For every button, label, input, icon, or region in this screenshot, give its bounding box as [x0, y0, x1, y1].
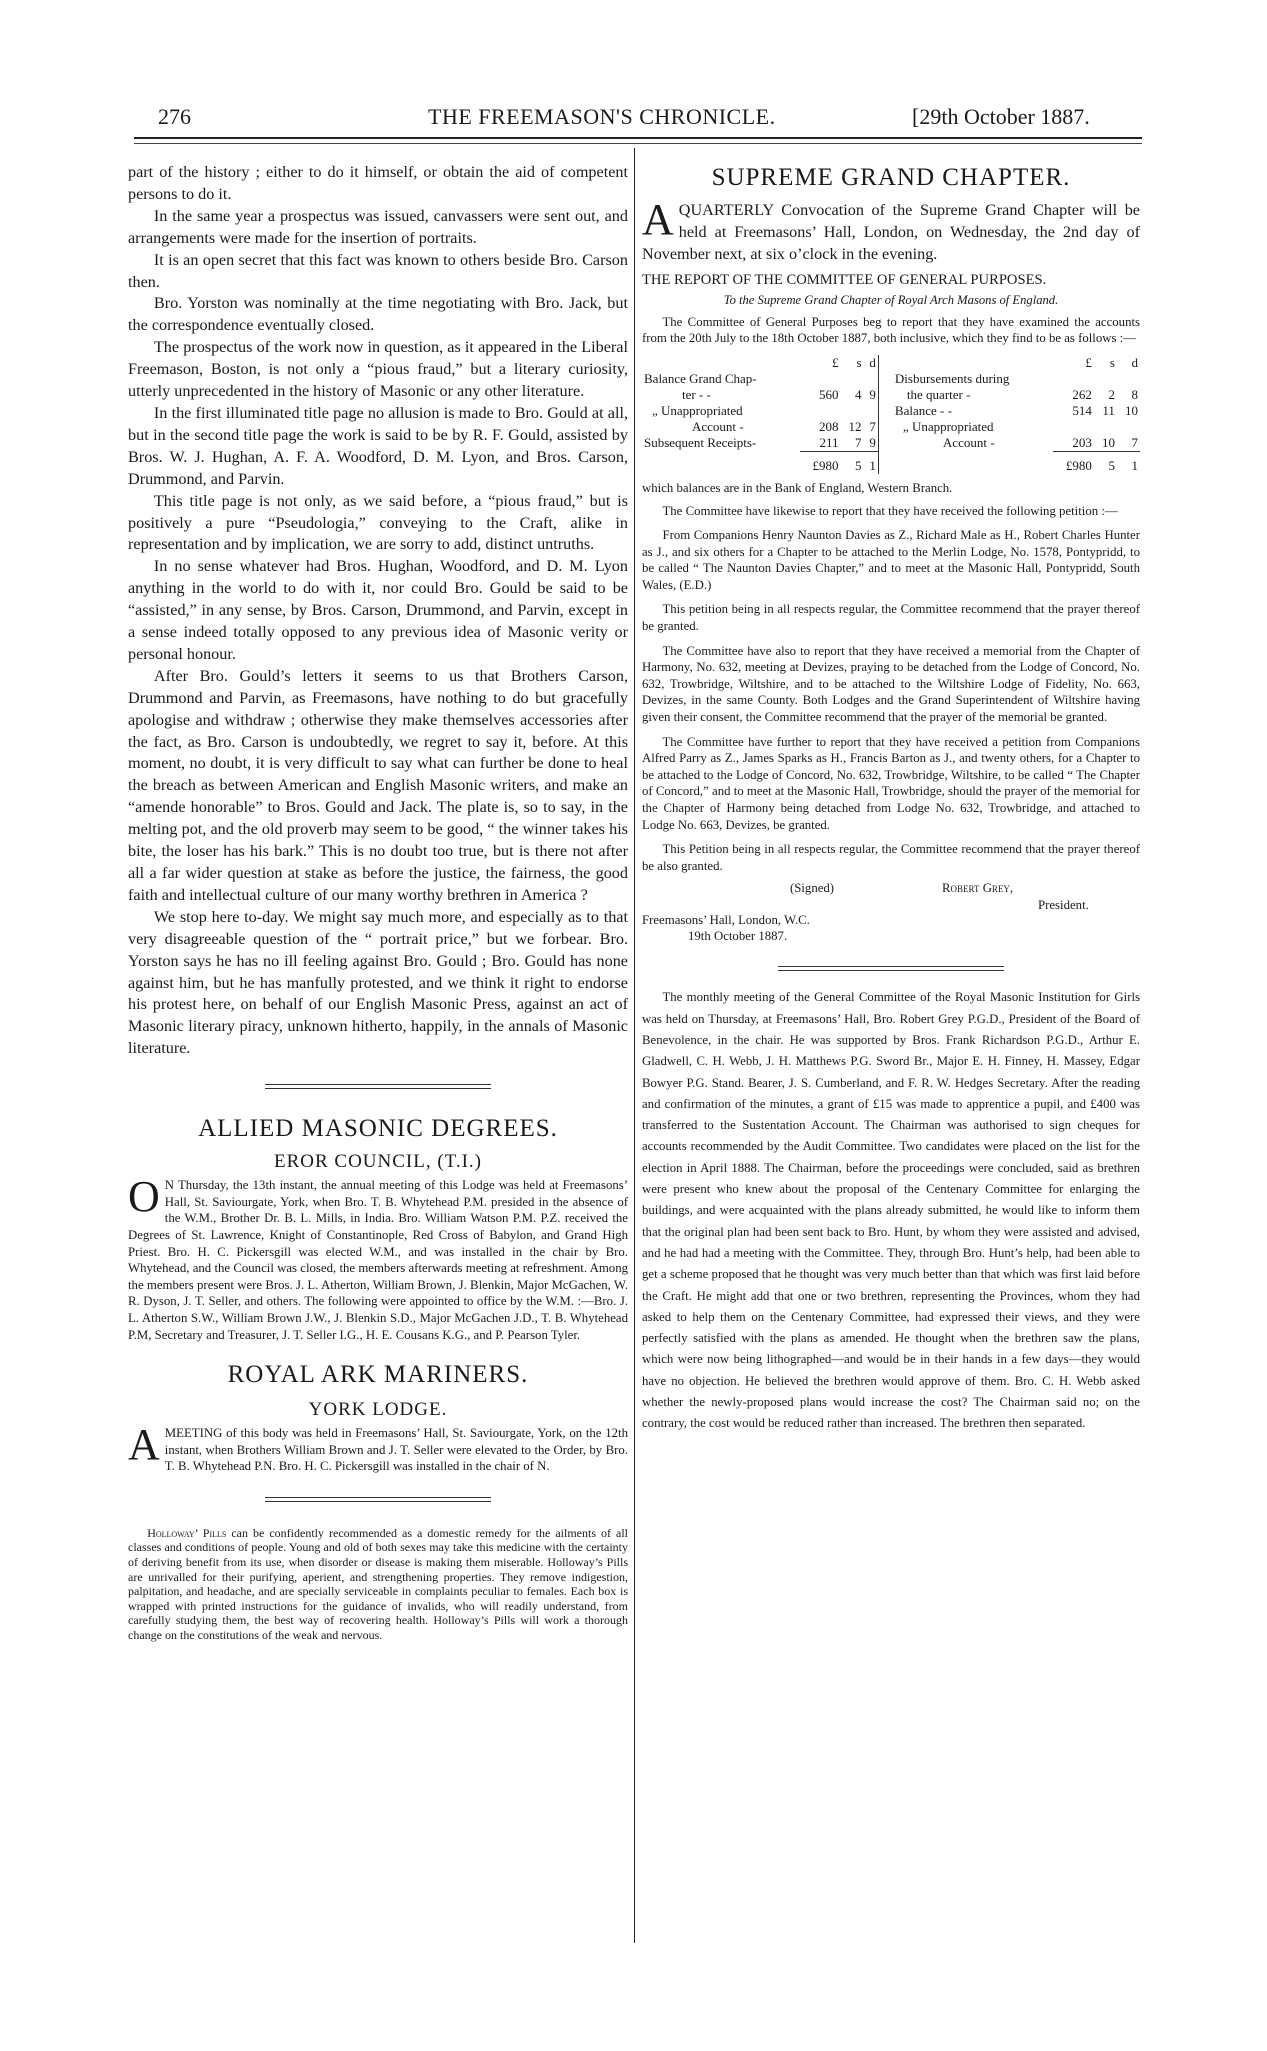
paragraph: part of the history ; either to do it himself, or obtain the aid of competent persons to do it. — [128, 163, 628, 203]
paragraph: This Petition being in all respects regular, the Committee recommend that the prayer thereof be also granted. — [642, 842, 1140, 873]
shillings-value: 7 — [855, 434, 862, 450]
header-rule — [134, 137, 1142, 144]
totals-row — [642, 451, 1140, 474]
issue-date: [29th October 1887. — [912, 104, 1090, 129]
section-divider — [265, 1084, 491, 1089]
pence-value: 9 — [869, 434, 876, 450]
drop-cap: A — [642, 195, 674, 244]
body-text: QUARTERLY Convocation of the Supreme Grand Chapter will be held at Freemasons’ Hall, London, on Wednesday, the 2nd day of November next, at six o’clock in the evening. — [642, 201, 1140, 263]
section-title: ROYAL ARK MARINERS. — [227, 1361, 529, 1389]
paragraph: The monthly meeting of the General Committee of the Royal Masonic Institution for Girls was held on Thursday, at Freemasons’ Hall, Bro. Robert Grey P.G.D., President of the Board of Benevolence, in the chair. He was supported by Bros. Frank Richardson P.G.D., Arthur E. Gladwell, C. H. Webb, J. H. Matthews P.G. Sword Br., Major E. H. Finney, H. Massey, Edgar Bowyer P.G. Stand. Bearer, J. S. Cumberland, and F. R. W. Hedges Secretary. After the reading and confirmation of the minutes, a grant of £15 was made to apprentice a pupil, and £400 was transferred to the Sustentation Account. The Chairman was authorised to sign cheques for accounts recommended by the Audit Committee. Two candidates were placed on the list for the election in April 1888. The Chairman, before the proceedings were concluded, said as brethren were present who knew about the proposal of the Centenary Committee for enlarging the buildings, and were acquainted with the plans already submitted, he would like to inform them that the original plan had been sent back to Bro. Hunt, by whom they were assisted and advised, and he had had a meeting with the Committee. They, through Bro. Hunt’s help, had been able to get a scheme proposed that he thought was very much better than that which was first laid before the Craft. He might add that one or two brethren, representing the Provinces, whom they had asked to help them on the Centenary Committee, had expressed their views, and they were perfectly satisfied with the plans as amended. He thought when the brethren saw the plans, which were now being lithographed—and would be in their hands in a few days—they would have no objection. He believed the brethren would approve of them. Bro. C. H. Webb asked whether the newly-proposed plans would increase the cost? The Chairman said no; on the contrary, the cost would be reduced rather than increased. The brethren then separated. — [642, 990, 1140, 1431]
signatory-title: President. — [1038, 898, 1089, 913]
table-row — [642, 435, 1140, 452]
right-column — [642, 162, 1140, 1435]
pence-value: 8 — [1131, 386, 1138, 402]
payment-label: „ Unappropriated — [902, 418, 994, 434]
payment-label: the quarter - — [906, 386, 971, 402]
shillings-value: 10 — [1101, 434, 1115, 450]
pence-value: 7 — [1131, 434, 1138, 450]
advert-text — [128, 1526, 628, 1643]
paragraph: The Committee have also to report that they have received a memorial from the Chapter of Harmony, No. 632, meeting at Devizes, praying to be detached from the Lodge of Concord, No. 632, Trowbridge, Wiltshire, and to be attached to the Wiltshire Lodge of Fidelity, No. 663, Devizes, in the same County. Both Lodges and the Grand Superintendent of Wiltshire having given their consent, the Committee recommend that the prayer of the memorial be granted. — [642, 643, 1140, 725]
paragraph: In the same year a prospectus was issued, canvassers were sent out, and arrangements were made for the insertion of portraits. — [128, 206, 628, 247]
receipt-label: Subsequent Receipts- — [644, 435, 757, 451]
paragraph: The prospectus of the work now in question, as it appeared in the Liberal Freemason, Boston, is not only a “pious fraud,” but a literary curiosity, utterly unprecedented in the history of Masonic or any other literature. — [128, 338, 628, 401]
total-shillings: 5 — [841, 451, 864, 474]
section-title: ALLIED MASONIC DEGREES. — [198, 1115, 558, 1143]
paragraph: It is an open secret that this fact was known to others beside Bro. Carson then. — [128, 250, 628, 291]
signature-block — [642, 880, 1140, 946]
table-row — [642, 387, 1140, 403]
table-row — [642, 403, 1140, 419]
paragraph: This petition being in all respects regular, the Committee recommend that the prayer thereof be granted. — [642, 602, 1140, 634]
advert-body: can be confidently recommended as a domestic remedy for the ailments of all classes and conditions of people. Young and old of both sexes may take this medicine with the certainty of deriving benefit from its use, when disorder or disease is making them miserable. Holloway’s Pills are unrivalled for their purifying, aperient, and strengthening properties. They remove indigestion, palpitation, and headache, and are specially serviceable in complaints peculiar to females. Each box is wrapped with printed instructions for the guidance of invalids, who will readily understand, from carefully studying them, the best way of recovering health. Holloway’s Pills will work a thorough change on the constitutions of the weak and nervous. — [128, 1525, 628, 1643]
receipt-label: Account - — [692, 418, 744, 434]
section-subtitle: YORK LODGE. — [308, 1399, 448, 1421]
paragraph: Bro. Yorston was nominally at the time negotiating with Bro. Jack, but the correspondence eventually closed. — [128, 294, 628, 335]
paragraph: From Companions Henry Naunton Davies as Z., Richard Male as H., Robert Charles Hunter as J., and six others for a Chapter to be attached to the Merlin Lodge, No. 1578, Pontypridd, to be called “ The Naunton Davies Chapter,” and to meet at the Masonic Hall, Pontypridd, South Wales, (E.D.) — [642, 528, 1140, 592]
section-title: SUPREME GRAND CHAPTER. — [711, 164, 1071, 191]
total-shillings: 5 — [1094, 451, 1117, 474]
convocation-notice — [642, 195, 1140, 266]
section-divider — [778, 966, 1004, 971]
total-pence: 1 — [864, 451, 879, 474]
pence-value: 9 — [869, 386, 876, 402]
paragraph: This title page is not only, as we said before, a “pious fraud,” but is positively a pure “Pseudologia,” conveying to the Craft, alike in representation and by implication, we are sorry to add, distinct untruths. — [128, 491, 628, 554]
royal-ark-mariners-section — [128, 1361, 628, 1475]
payment-label: Account - — [942, 435, 995, 451]
signature-date: 19th October 1887. — [688, 929, 788, 944]
total-pounds: £980 — [800, 451, 841, 474]
col-header-pounds: £ — [1085, 354, 1092, 370]
col-header-pence: d — [869, 354, 876, 370]
col-header-pence: d — [1131, 354, 1138, 370]
section-subtitle: EROR COUNCIL, (T.I.) — [273, 1151, 483, 1173]
total-pence: 1 — [1117, 451, 1140, 474]
payment-label: Disbursements during — [894, 370, 1010, 386]
shillings-value: 11 — [1102, 402, 1115, 418]
girls-institution-article — [642, 987, 1140, 1434]
signatory-name: Robert Grey, — [942, 881, 1014, 896]
column-rule — [634, 148, 635, 1943]
shillings-value: 2 — [1108, 386, 1115, 402]
report-addressee: To the Supreme Grand Chapter of Royal Arch Masons of England. — [723, 292, 1059, 307]
accounts-table — [642, 355, 1140, 474]
paragraph: We stop here to-day. We might say much more, and especially as to that very disagreeable question of the “ portrait price,” but we forbear. Bro. Yorston says he has no ill feeling against Bro. Gould ; Bro. Gould has none against him, but he has manfully protested, and we think it right to endorse his protest here, on behalf of our English Masonic Press, against an act of Masonic literary piracy, unknown hitherto, happily, in the annals of Masonic literature. — [128, 907, 628, 1058]
paragraph: which balances are in the Bank of England, Western Branch. — [642, 480, 953, 495]
shillings-value: 12 — [848, 418, 862, 434]
report-title: THE REPORT OF THE COMMITTEE OF GENERAL PURPOSES. — [642, 271, 1047, 288]
pence-value: 10 — [1125, 402, 1138, 418]
pounds-value: 208 — [819, 418, 839, 434]
receipt-label: ter - - — [682, 386, 711, 402]
signed-label: (Signed) — [790, 881, 835, 896]
section-divider — [265, 1497, 491, 1502]
table-row — [642, 419, 1140, 435]
shillings-value: 4 — [855, 386, 862, 402]
paragraph — [128, 1172, 628, 1343]
body-text: N Thursday, the 13th instant, the annual meeting of this Lodge was held at Freemasons’ Hall, St. Saviourgate, York, when Bro. T. B. Whytehead P.M. presided in the absence of the W.M., Brother Dr. B. L. Mills, in India. Bro. William Watson P.M. P.Z. received the Degrees of St. Lawrence, Knight of Constantinople, Red Cross of Babylon, and Grand High Priest. Bro. H. C. Pickersgill was elected W.M., and was installed in the chair by Bro. Whytehead, and the Council was closed, the members afterwards meeting at refreshment. Among the members present were Bros. J. L. Atherton, William Brown, J. Blenkin, Major McGachen, W. R. Dyson, J. T. Seller, and others. The following were appointed to office by the W.M. :—Bro. J. L. Atherton S.W., William Brown J.W., J. Blenkin S.D., Major McGachen J.D., T. B. Whytehead P.M, Secretary and Treasurer, J. T. Seller I.G., H. E. Cousans K.G., and P. Pearson Tyler. — [128, 1178, 628, 1342]
paragraph — [128, 1420, 628, 1475]
article-continuation — [128, 162, 628, 1060]
pounds-value: 211 — [819, 434, 839, 450]
page-number: 276 — [158, 104, 191, 129]
receipt-label: „ Unappropriated — [652, 402, 743, 418]
paragraph: After Bro. Gould’s letters it seems to us that Brothers Carson, Drummond and Parvin, as Freemasons, have nothing to do but gracefully apologise and withdraw ; otherwise they make themselves accessories after the fact, as Bro. Carson is undoubtedly, we regret to say it, before. At this moment, no doubt, it is very difficult to say what can further be done to heal the breach as between American and English Masonic writers, and make an “amende honorable” to Bros. Gould and Jack. The plate is, so to say, in the melting pot, and the old proverb may seem to be good, “ the winner takes his bite, the loser has his bark.” This is no doubt too true, but is there not after all a far wider question at stake as before the justice, the fairness, the good faith and intellectual culture of our many worthy brethren in America ? — [128, 666, 628, 904]
advert-lead: Holloway’ Pills — [147, 1525, 227, 1540]
drop-cap: O — [128, 1172, 160, 1222]
left-column — [128, 162, 628, 1643]
publication-title: THE FREEMASON'S CHRONICLE. — [428, 104, 776, 129]
pounds-value: 514 — [1072, 402, 1092, 418]
col-header-shillings: s — [1109, 354, 1115, 370]
signature-place: Freemasons’ Hall, London, W.C. — [642, 913, 810, 928]
pounds-value: 203 — [1072, 434, 1092, 450]
allied-masonic-degrees-section — [128, 1115, 628, 1343]
paragraph: The Committee have likewise to report that they have received the following petition :— — [662, 503, 1118, 518]
pounds-value: 262 — [1072, 386, 1092, 402]
col-header-shillings: s — [856, 354, 862, 370]
body-text: MEETING of this body was held in Freemasons’ Hall, St. Saviourgate, York, on the 12th instant, when Brothers William Brown and J. T. Seller were elevated to the Order, by Bro. T. B. Whytehead P.N. Bro. H. C. Pickersgill was installed in the chair of N. — [164, 1426, 628, 1474]
paragraph: The Committee have further to report that they have received a petition from Companions Alfred Parry as Z., James Sparks as H., Francis Barton as J., and twenty others, for a Chapter to be attached to the Lodge of Concord, No. 632, Trowbridge, Wiltshire, to be called “ The Chapter of Concord,” and to meet at the Masonic Hall, Trowbridge, should the prayer of the memorial for the Chapter of Harmony being detached from Lodge No. 632, Trowbridge, and attached to Lodge No. 663, Devizes, be granted. — [642, 734, 1140, 832]
table-row — [642, 371, 1140, 387]
col-header-pounds: £ — [832, 354, 839, 370]
pence-value: 7 — [869, 418, 876, 434]
advertisement — [128, 1526, 628, 1643]
pounds-value: 560 — [819, 386, 839, 402]
drop-cap: A — [128, 1420, 160, 1470]
receipt-label: Balance Grand Chap- — [644, 370, 757, 386]
total-pounds: £980 — [1053, 451, 1094, 474]
paragraph: The Committee of General Purposes beg to report that they have examined the accounts from the 20th July to the 18th October 1887, both inclusive, which they find to be as follows :— — [642, 314, 1140, 346]
payment-label: Balance - - — [894, 402, 952, 418]
paragraph: In the first illuminated title page no allusion is made to Bro. Gould at all, but in the second title page the work is said to be by R. F. Gould, assisted by Bros. W. J. Hughan, A. F. A. Woodford, D. M. Lyon, and Bros. Carson, Drummond, and Parvin. — [128, 403, 628, 488]
paragraph: In no sense whatever had Bros. Hughan, Woodford, and D. M. Lyon anything in the world to do with it, nor could Bro. Gould be said to be “assisted,” in any sense, by Bros. Carson, Drummond, and Parvin, except in a sense indeed totally opposed to any previous idea of Masonic verity or personal honour. — [128, 557, 628, 663]
